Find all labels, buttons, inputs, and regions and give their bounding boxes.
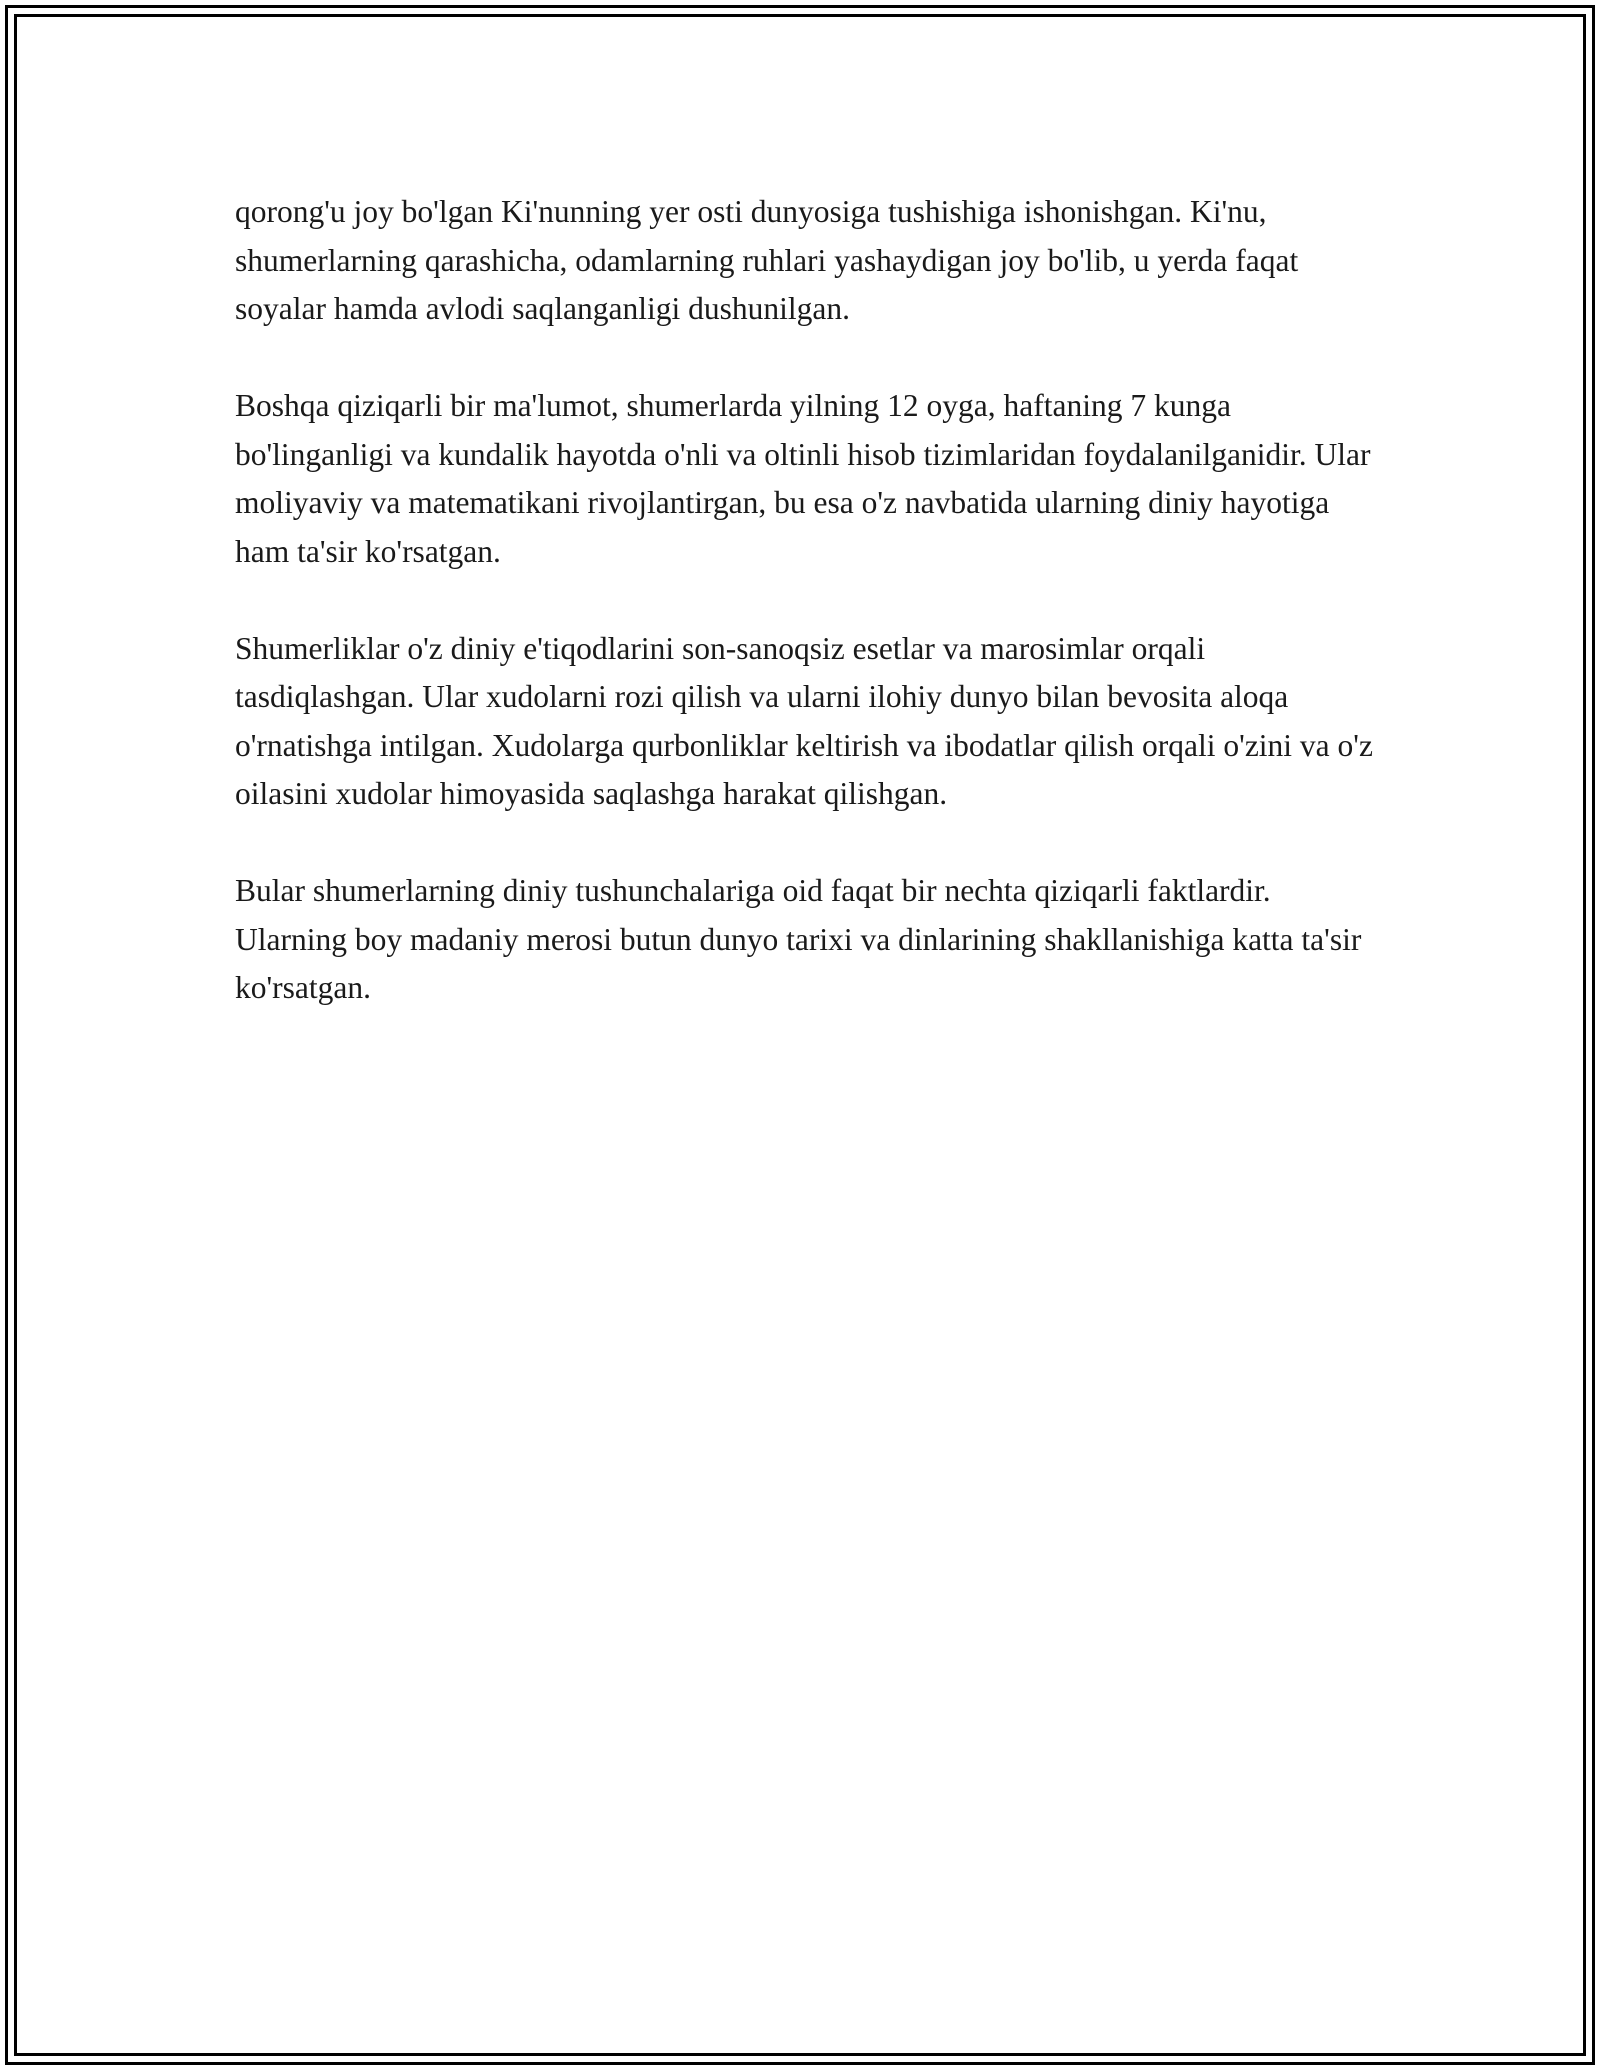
document-body xyxy=(235,188,1375,1013)
paragraph-1: qorong'u joy bo'lgan Ki'nunning yer osti dunyosiga tushishiga ishonishgan. Ki'nu, shumerlarning qarashicha, odamlarning ruhlari yashaydigan joy bo'lib, u yerda faqat soyalar hamda avlodi saqlanganligi dushunilgan. xyxy=(235,194,1299,326)
paragraph-4: Bular shumerlarning diniy tushunchalariga oid faqat bir nechta qiziqarli faktlardir. Ularning boy madaniy merosi butun dunyo tarixi va dinlarining shakllanishiga katta ta'sir ko'rsatgan. xyxy=(235,873,1362,1005)
paragraph-3: Shumerliklar o'z diniy e'tiqodlarini son-sanoqsiz esetlar va marosimlar orqali tasdiqlashgan. Ular xudolarni rozi qilish va ularni ilohiy dunyo bilan bevosita aloqa o'rnatishga intilgan. Xudolarga qurbonliklar keltirish va ibodatlar qilish orqali o'zini va o'z oilasini xudolar himoyasida saqlashga harakat qilishgan. xyxy=(235,630,1373,811)
paragraph-2: Boshqa qiziqarli bir ma'lumot, shumerlarda yilning 12 oyga, haftaning 7 kunga bo'linganligi va kundalik hayotda o'nli va oltinli hisob tizimlaridan foydalanilganidir. Ular moliyaviy va matematikani rivojlantirgan, bu esa o'z navbatida ularning diniy hayotiga ham ta'sir ko'rsatgan. xyxy=(235,388,1371,569)
